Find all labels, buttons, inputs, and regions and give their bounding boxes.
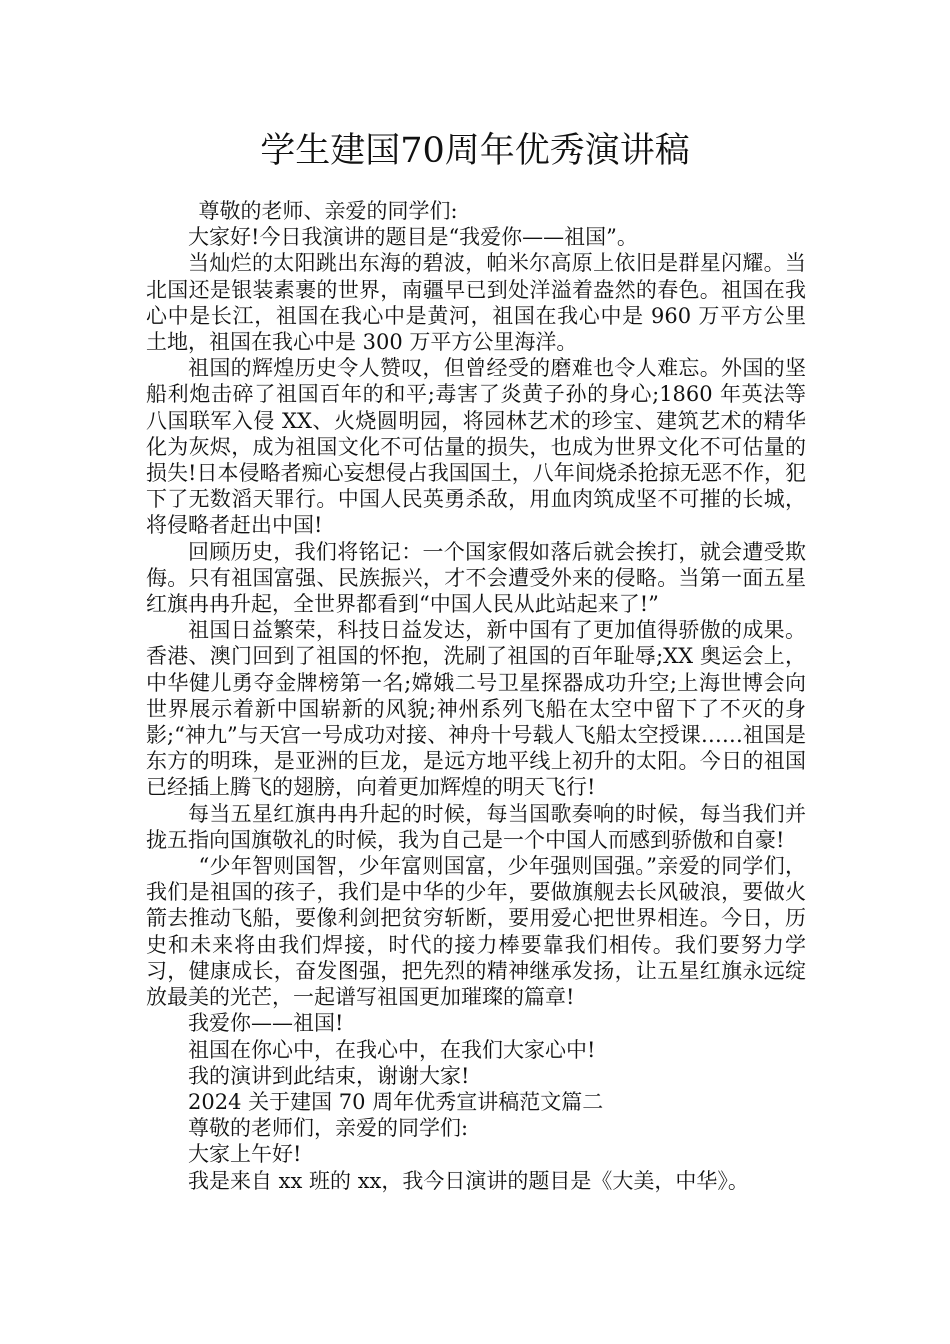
paragraph: “少年智则国智，少年富则国富，少年强则国强。”亲爱的同学们，我们是祖国的孩子，我们是中华的少年，要做旗舰去长风破浪，要做火箭去推动飞船，要像利剑把贫穷斩断，要用爱心把世界相连。今日，历史和未来将由我们焊接，时代的接力棒要靠我们相传。我们要努力学习，健康成长，奋发图强，把先烈的精神继承发扬，让五星红旗永远绽放最美的光芒，一起谱写祖国更加璀璨的篇章! <box>146 854 806 1010</box>
paragraph: 祖国在你心中，在我心中，在我们大家心中! <box>188 1037 596 1062</box>
paragraph: 我的演讲到此结束，谢谢大家! <box>188 1063 470 1088</box>
paragraph: 祖国的辉煌历史令人赞叹，但曾经受的磨难也令人难忘。外国的坚船利炮击碎了祖国百年的和平;毒害了炎黄子孙的身心;1860 年英法等八国联军入侵 XX、火烧圆明园，将园林艺术的珍宝、建筑艺术的精华化为灰烬，成为祖国文化不可估量的损失，也成为世界文化不可估量的损失!日本侵略者痴心妄想侵占我国国土，八年间烧杀抢掠无恶不作，犯下了无数滔天罪行。中国人民英勇杀敌，用血肉筑成坚不可摧的长城，将侵略者赶出中国! <box>146 356 806 538</box>
paragraph: 每当五星红旗冉冉升起的时候，每当国歌奏响的时候，每当我们并拢五指向国旗敬礼的时候，我为自己是一个中国人而感到骄傲和自豪! <box>146 801 806 852</box>
paragraph: 我爱你——祖国! <box>188 1011 344 1036</box>
paragraph-greeting: 大家上午好! <box>188 1142 302 1167</box>
paragraph-salutation: 尊敬的老师、亲爱的同学们: <box>198 199 458 223</box>
paragraph: 我是来自 xx 班的 xx，我今日演讲的题目是《大美，中华》。 <box>188 1168 749 1193</box>
paragraph-greeting: 大家好!今日我演讲的题目是“我爱你——祖国”。 <box>188 225 638 250</box>
document-body <box>146 198 806 1194</box>
paragraph: 回顾历史，我们将铭记：一个国家假如落后就会挨打，就会遭受欺侮。只有祖国富强、民族振兴，才不会遭受外来的侵略。当第一面五星红旗冉冉升起，全世界都看到“中国人民从此站起来了!” <box>146 539 806 617</box>
paragraph: 当灿烂的太阳跳出东海的碧波，帕米尔高原上依旧是群星闪耀。当北国还是银装素裹的世界，南疆早已到处洋溢着盎然的春色。祖国在我心中是长江，祖国在我心中是黄河，祖国在我心中是 960 万平方公里土地，祖国在我心中是 300 万平方公里海洋。 <box>146 251 806 355</box>
section-heading: 2024 关于建国 70 周年优秀宣讲稿范文篇二 <box>188 1089 604 1114</box>
paragraph: 祖国日益繁荣，科技日益发达，新中国有了更加值得骄傲的成果。香港、澳门回到了祖国的怀抱，洗刷了祖国的百年耻辱;XX 奥运会上，中华健儿勇夺金牌榜第一名;嫦娥二号卫星探器成功升空;上海世博会向世界展示着新中国崭新的风貌;神州系列飞船在太空中留下了不灭的身影;“神九”与天宫一号成功对接、神舟十号载人飞船太空授课……祖国是东方的明珠，是亚洲的巨龙，是远方地平线上初升的太阳。今日的祖国已经插上腾飞的翅膀，向着更加辉煌的明天飞行! <box>146 618 806 800</box>
document-title: 学生建国70周年优秀演讲稿 <box>260 131 690 171</box>
paragraph-salutation: 尊敬的老师们，亲爱的同学们: <box>188 1116 469 1141</box>
